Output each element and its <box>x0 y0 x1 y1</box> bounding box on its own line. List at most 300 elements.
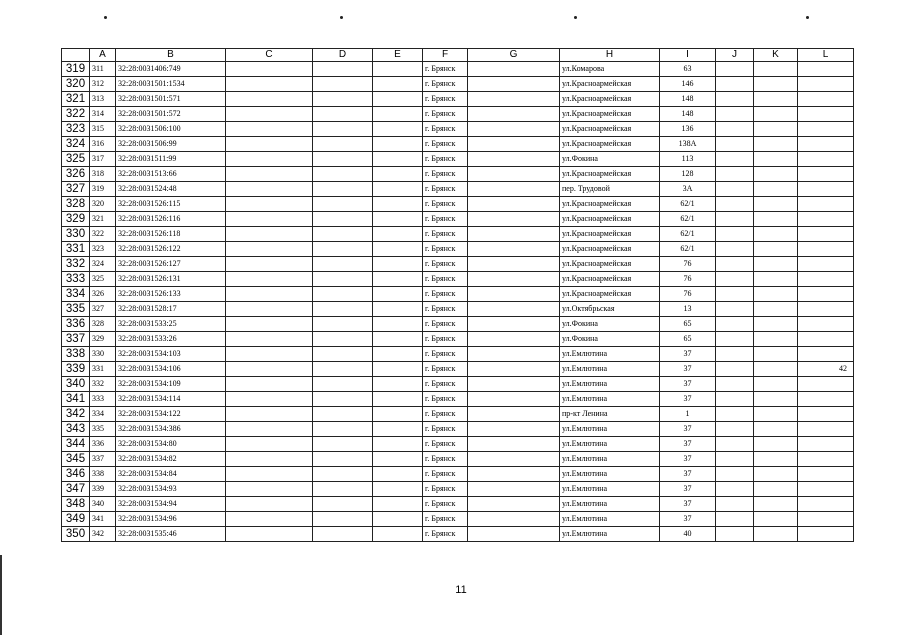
cell-b[interactable]: 32:28:0031534:94 <box>116 497 226 512</box>
cell-b[interactable]: 32:28:0031534:109 <box>116 377 226 392</box>
cell-f[interactable]: г. Брянск <box>423 437 468 452</box>
cell-h[interactable]: пр-кт Ленина <box>560 407 660 422</box>
cell-i[interactable]: 76 <box>660 287 716 302</box>
row-number[interactable]: 332 <box>62 257 90 272</box>
row-number[interactable]: 345 <box>62 452 90 467</box>
cell-h[interactable]: ул.Емлютина <box>560 512 660 527</box>
cell-i[interactable]: 148 <box>660 107 716 122</box>
cell-c[interactable] <box>226 92 313 107</box>
cell-b[interactable]: 32:28:0031526:115 <box>116 197 226 212</box>
cell-j[interactable] <box>716 227 754 242</box>
cell-f[interactable]: г. Брянск <box>423 257 468 272</box>
cell-j[interactable] <box>716 212 754 227</box>
cell-j[interactable] <box>716 512 754 527</box>
cell-e[interactable] <box>373 527 423 542</box>
cell-b[interactable]: 32:28:0031406:749 <box>116 62 226 77</box>
cell-a[interactable]: 339 <box>90 482 116 497</box>
cell-j[interactable] <box>716 437 754 452</box>
cell-j[interactable] <box>716 467 754 482</box>
row-number[interactable]: 337 <box>62 332 90 347</box>
cell-b[interactable]: 32:28:0031528:17 <box>116 302 226 317</box>
cell-b[interactable]: 32:28:0031526:133 <box>116 287 226 302</box>
cell-d[interactable] <box>313 212 373 227</box>
cell-g[interactable] <box>468 362 560 377</box>
cell-d[interactable] <box>313 437 373 452</box>
cell-f[interactable]: г. Брянск <box>423 512 468 527</box>
cell-a[interactable]: 330 <box>90 347 116 362</box>
cell-k[interactable] <box>754 482 798 497</box>
cell-b[interactable]: 32:28:0031526:131 <box>116 272 226 287</box>
cell-j[interactable] <box>716 287 754 302</box>
cell-h[interactable]: ул.Красноармейская <box>560 92 660 107</box>
cell-l[interactable] <box>798 527 854 542</box>
cell-a[interactable]: 323 <box>90 242 116 257</box>
cell-f[interactable]: г. Брянск <box>423 137 468 152</box>
cell-d[interactable] <box>313 332 373 347</box>
cell-b[interactable]: 32:28:0031524:48 <box>116 182 226 197</box>
cell-h[interactable]: ул.Октябрьская <box>560 302 660 317</box>
cell-i[interactable]: 13 <box>660 302 716 317</box>
cell-f[interactable]: г. Брянск <box>423 317 468 332</box>
cell-g[interactable] <box>468 107 560 122</box>
cell-a[interactable]: 331 <box>90 362 116 377</box>
cell-f[interactable]: г. Брянск <box>423 242 468 257</box>
cell-f[interactable]: г. Брянск <box>423 272 468 287</box>
cell-c[interactable] <box>226 407 313 422</box>
cell-l[interactable] <box>798 242 854 257</box>
cell-a[interactable]: 313 <box>90 92 116 107</box>
cell-i[interactable]: 37 <box>660 437 716 452</box>
cell-c[interactable] <box>226 527 313 542</box>
cell-i[interactable]: 37 <box>660 422 716 437</box>
cell-b[interactable]: 32:28:0031534:122 <box>116 407 226 422</box>
cell-c[interactable] <box>226 182 313 197</box>
cell-g[interactable] <box>468 77 560 92</box>
column-header-f[interactable]: F <box>423 49 468 62</box>
cell-k[interactable] <box>754 332 798 347</box>
cell-k[interactable] <box>754 197 798 212</box>
row-number[interactable]: 327 <box>62 182 90 197</box>
cell-f[interactable]: г. Брянск <box>423 347 468 362</box>
cell-i[interactable]: 146 <box>660 77 716 92</box>
cell-k[interactable] <box>754 287 798 302</box>
cell-h[interactable]: ул.Красноармейская <box>560 212 660 227</box>
cell-a[interactable]: 328 <box>90 317 116 332</box>
cell-b[interactable]: 32:28:0031534:93 <box>116 482 226 497</box>
column-header-d[interactable]: D <box>313 49 373 62</box>
cell-h[interactable]: ул.Красноармейская <box>560 257 660 272</box>
column-header-i[interactable]: I <box>660 49 716 62</box>
cell-a[interactable]: 317 <box>90 152 116 167</box>
cell-i[interactable]: 148 <box>660 92 716 107</box>
cell-g[interactable] <box>468 347 560 362</box>
cell-b[interactable]: 32:28:0031526:127 <box>116 257 226 272</box>
cell-l[interactable] <box>798 482 854 497</box>
cell-g[interactable] <box>468 527 560 542</box>
cell-e[interactable] <box>373 317 423 332</box>
cell-h[interactable]: ул.Емлютина <box>560 482 660 497</box>
cell-e[interactable] <box>373 77 423 92</box>
cell-f[interactable]: г. Брянск <box>423 527 468 542</box>
cell-l[interactable] <box>798 62 854 77</box>
cell-g[interactable] <box>468 512 560 527</box>
row-number[interactable]: 346 <box>62 467 90 482</box>
cell-g[interactable] <box>468 437 560 452</box>
cell-f[interactable]: г. Брянск <box>423 212 468 227</box>
cell-j[interactable] <box>716 272 754 287</box>
cell-f[interactable]: г. Брянск <box>423 377 468 392</box>
cell-c[interactable] <box>226 512 313 527</box>
cell-h[interactable]: ул.Красноармейская <box>560 197 660 212</box>
cell-f[interactable]: г. Брянск <box>423 167 468 182</box>
cell-g[interactable] <box>468 482 560 497</box>
cell-c[interactable] <box>226 212 313 227</box>
cell-j[interactable] <box>716 107 754 122</box>
cell-l[interactable] <box>798 152 854 167</box>
cell-h[interactable]: ул.Фокина <box>560 152 660 167</box>
cell-g[interactable] <box>468 227 560 242</box>
cell-k[interactable] <box>754 227 798 242</box>
cell-j[interactable] <box>716 62 754 77</box>
cell-f[interactable]: г. Брянск <box>423 302 468 317</box>
cell-j[interactable] <box>716 392 754 407</box>
cell-l[interactable] <box>798 392 854 407</box>
cell-b[interactable]: 32:28:0031526:118 <box>116 227 226 242</box>
cell-b[interactable]: 32:28:0031501:1534 <box>116 77 226 92</box>
cell-j[interactable] <box>716 332 754 347</box>
cell-e[interactable] <box>373 422 423 437</box>
cell-g[interactable] <box>468 302 560 317</box>
cell-f[interactable]: г. Брянск <box>423 467 468 482</box>
cell-e[interactable] <box>373 272 423 287</box>
cell-i[interactable]: 76 <box>660 257 716 272</box>
cell-i[interactable]: 40 <box>660 527 716 542</box>
cell-k[interactable] <box>754 497 798 512</box>
cell-a[interactable]: 327 <box>90 302 116 317</box>
cell-b[interactable]: 32:28:0031533:26 <box>116 332 226 347</box>
cell-g[interactable] <box>468 197 560 212</box>
cell-k[interactable] <box>754 92 798 107</box>
cell-l[interactable] <box>798 467 854 482</box>
cell-j[interactable] <box>716 122 754 137</box>
cell-j[interactable] <box>716 182 754 197</box>
cell-k[interactable] <box>754 272 798 287</box>
row-number[interactable]: 341 <box>62 392 90 407</box>
cell-c[interactable] <box>226 242 313 257</box>
cell-k[interactable] <box>754 317 798 332</box>
cell-d[interactable] <box>313 152 373 167</box>
row-number[interactable]: 340 <box>62 377 90 392</box>
cell-c[interactable] <box>226 167 313 182</box>
cell-a[interactable]: 329 <box>90 332 116 347</box>
cell-a[interactable]: 324 <box>90 257 116 272</box>
cell-k[interactable] <box>754 62 798 77</box>
column-header-b[interactable]: B <box>116 49 226 62</box>
cell-c[interactable] <box>226 107 313 122</box>
row-number[interactable]: 336 <box>62 317 90 332</box>
cell-d[interactable] <box>313 122 373 137</box>
cell-c[interactable] <box>226 497 313 512</box>
cell-i[interactable]: 136 <box>660 122 716 137</box>
cell-h[interactable]: ул.Красноармейская <box>560 287 660 302</box>
cell-e[interactable] <box>373 182 423 197</box>
cell-a[interactable]: 341 <box>90 512 116 527</box>
cell-e[interactable] <box>373 407 423 422</box>
cell-l[interactable] <box>798 107 854 122</box>
cell-j[interactable] <box>716 452 754 467</box>
cell-h[interactable]: ул.Красноармейская <box>560 77 660 92</box>
row-number[interactable]: 329 <box>62 212 90 227</box>
cell-f[interactable]: г. Брянск <box>423 197 468 212</box>
cell-g[interactable] <box>468 242 560 257</box>
cell-e[interactable] <box>373 107 423 122</box>
cell-g[interactable] <box>468 122 560 137</box>
cell-g[interactable] <box>468 182 560 197</box>
cell-j[interactable] <box>716 77 754 92</box>
cell-l[interactable] <box>798 212 854 227</box>
cell-e[interactable] <box>373 92 423 107</box>
cell-c[interactable] <box>226 302 313 317</box>
row-number[interactable]: 321 <box>62 92 90 107</box>
cell-l[interactable] <box>798 287 854 302</box>
cell-k[interactable] <box>754 422 798 437</box>
cell-i[interactable]: 37 <box>660 377 716 392</box>
cell-a[interactable]: 325 <box>90 272 116 287</box>
row-number[interactable]: 348 <box>62 497 90 512</box>
cell-a[interactable]: 336 <box>90 437 116 452</box>
row-number[interactable]: 320 <box>62 77 90 92</box>
cell-j[interactable] <box>716 497 754 512</box>
cell-i[interactable]: 37 <box>660 392 716 407</box>
cell-a[interactable]: 342 <box>90 527 116 542</box>
row-number[interactable]: 350 <box>62 527 90 542</box>
cell-i[interactable]: 37 <box>660 347 716 362</box>
cell-i[interactable]: 128 <box>660 167 716 182</box>
cell-d[interactable] <box>313 317 373 332</box>
cell-h[interactable]: ул.Емлютина <box>560 362 660 377</box>
cell-j[interactable] <box>716 242 754 257</box>
cell-d[interactable] <box>313 482 373 497</box>
cell-k[interactable] <box>754 167 798 182</box>
cell-b[interactable]: 32:28:0031534:114 <box>116 392 226 407</box>
cell-i[interactable]: 62/1 <box>660 212 716 227</box>
cell-d[interactable] <box>313 92 373 107</box>
cell-c[interactable] <box>226 422 313 437</box>
cell-f[interactable]: г. Брянск <box>423 92 468 107</box>
cell-i[interactable]: 113 <box>660 152 716 167</box>
row-number[interactable]: 342 <box>62 407 90 422</box>
row-number[interactable]: 333 <box>62 272 90 287</box>
cell-c[interactable] <box>226 467 313 482</box>
cell-d[interactable] <box>313 182 373 197</box>
row-number[interactable]: 323 <box>62 122 90 137</box>
cell-a[interactable]: 319 <box>90 182 116 197</box>
cell-i[interactable]: 37 <box>660 497 716 512</box>
cell-e[interactable] <box>373 347 423 362</box>
cell-b[interactable]: 32:28:0031526:116 <box>116 212 226 227</box>
cell-k[interactable] <box>754 437 798 452</box>
row-number[interactable]: 331 <box>62 242 90 257</box>
cell-l[interactable] <box>798 92 854 107</box>
column-header-j[interactable]: J <box>716 49 754 62</box>
cell-g[interactable] <box>468 467 560 482</box>
cell-i[interactable]: 37 <box>660 482 716 497</box>
cell-f[interactable]: г. Брянск <box>423 107 468 122</box>
cell-d[interactable] <box>313 227 373 242</box>
cell-d[interactable] <box>313 362 373 377</box>
cell-k[interactable] <box>754 392 798 407</box>
cell-e[interactable] <box>373 377 423 392</box>
cell-a[interactable]: 316 <box>90 137 116 152</box>
row-number[interactable]: 343 <box>62 422 90 437</box>
cell-h[interactable]: ул.Емлютина <box>560 422 660 437</box>
cell-h[interactable]: ул.Фокина <box>560 317 660 332</box>
cell-e[interactable] <box>373 287 423 302</box>
cell-c[interactable] <box>226 287 313 302</box>
cell-l[interactable] <box>798 332 854 347</box>
cell-f[interactable]: г. Брянск <box>423 77 468 92</box>
cell-i[interactable]: 37 <box>660 467 716 482</box>
cell-j[interactable] <box>716 347 754 362</box>
cell-i[interactable]: 37 <box>660 362 716 377</box>
cell-h[interactable]: ул.Красноармейская <box>560 167 660 182</box>
cell-j[interactable] <box>716 167 754 182</box>
cell-j[interactable] <box>716 197 754 212</box>
cell-g[interactable] <box>468 407 560 422</box>
cell-h[interactable]: ул.Емлютина <box>560 437 660 452</box>
cell-l[interactable] <box>798 137 854 152</box>
cell-j[interactable] <box>716 137 754 152</box>
cell-f[interactable]: г. Брянск <box>423 152 468 167</box>
cell-h[interactable]: ул.Красноармейская <box>560 107 660 122</box>
cell-e[interactable] <box>373 62 423 77</box>
cell-g[interactable] <box>468 317 560 332</box>
cell-e[interactable] <box>373 227 423 242</box>
cell-k[interactable] <box>754 77 798 92</box>
row-number[interactable]: 326 <box>62 167 90 182</box>
cell-i[interactable]: 65 <box>660 332 716 347</box>
cell-e[interactable] <box>373 257 423 272</box>
cell-a[interactable]: 340 <box>90 497 116 512</box>
cell-e[interactable] <box>373 122 423 137</box>
cell-b[interactable]: 32:28:0031534:106 <box>116 362 226 377</box>
cell-k[interactable] <box>754 137 798 152</box>
cell-j[interactable] <box>716 257 754 272</box>
cell-g[interactable] <box>468 137 560 152</box>
cell-l[interactable] <box>798 272 854 287</box>
column-header-e[interactable]: E <box>373 49 423 62</box>
cell-k[interactable] <box>754 242 798 257</box>
cell-b[interactable]: 32:28:0031501:572 <box>116 107 226 122</box>
cell-i[interactable]: 62/1 <box>660 242 716 257</box>
cell-h[interactable]: ул.Емлютина <box>560 452 660 467</box>
cell-d[interactable] <box>313 272 373 287</box>
cell-a[interactable]: 333 <box>90 392 116 407</box>
cell-b[interactable]: 32:28:0031511:99 <box>116 152 226 167</box>
cell-l[interactable] <box>798 317 854 332</box>
cell-j[interactable] <box>716 362 754 377</box>
row-number[interactable]: 322 <box>62 107 90 122</box>
row-number[interactable]: 330 <box>62 227 90 242</box>
row-number[interactable]: 349 <box>62 512 90 527</box>
column-header-g[interactable]: G <box>468 49 560 62</box>
cell-e[interactable] <box>373 167 423 182</box>
cell-j[interactable] <box>716 527 754 542</box>
cell-h[interactable]: ул.Емлютина <box>560 377 660 392</box>
cell-l[interactable] <box>798 257 854 272</box>
cell-l[interactable] <box>798 302 854 317</box>
cell-f[interactable]: г. Брянск <box>423 227 468 242</box>
cell-l[interactable] <box>798 347 854 362</box>
cell-c[interactable] <box>226 77 313 92</box>
cell-b[interactable]: 32:28:0031533:25 <box>116 317 226 332</box>
cell-d[interactable] <box>313 392 373 407</box>
cell-l[interactable]: 42 <box>798 362 854 377</box>
cell-a[interactable]: 321 <box>90 212 116 227</box>
cell-e[interactable] <box>373 437 423 452</box>
cell-d[interactable] <box>313 377 373 392</box>
cell-c[interactable] <box>226 122 313 137</box>
column-header-h[interactable]: H <box>560 49 660 62</box>
cell-d[interactable] <box>313 422 373 437</box>
cell-d[interactable] <box>313 167 373 182</box>
cell-d[interactable] <box>313 452 373 467</box>
cell-e[interactable] <box>373 497 423 512</box>
cell-g[interactable] <box>468 92 560 107</box>
cell-e[interactable] <box>373 212 423 227</box>
cell-k[interactable] <box>754 257 798 272</box>
cell-k[interactable] <box>754 122 798 137</box>
cell-f[interactable]: г. Брянск <box>423 362 468 377</box>
row-number[interactable]: 328 <box>62 197 90 212</box>
cell-h[interactable]: ул.Красноармейская <box>560 137 660 152</box>
cell-h[interactable]: ул.Комарова <box>560 62 660 77</box>
cell-e[interactable] <box>373 512 423 527</box>
cell-b[interactable]: 32:28:0031534:96 <box>116 512 226 527</box>
cell-a[interactable]: 322 <box>90 227 116 242</box>
cell-e[interactable] <box>373 332 423 347</box>
cell-c[interactable] <box>226 152 313 167</box>
cell-d[interactable] <box>313 287 373 302</box>
cell-b[interactable]: 32:28:0031506:100 <box>116 122 226 137</box>
cell-k[interactable] <box>754 182 798 197</box>
cell-j[interactable] <box>716 92 754 107</box>
cell-c[interactable] <box>226 137 313 152</box>
cell-j[interactable] <box>716 407 754 422</box>
cell-l[interactable] <box>798 497 854 512</box>
cell-c[interactable] <box>226 377 313 392</box>
cell-i[interactable]: 3А <box>660 182 716 197</box>
cell-l[interactable] <box>798 422 854 437</box>
cell-k[interactable] <box>754 362 798 377</box>
cell-c[interactable] <box>226 437 313 452</box>
cell-d[interactable] <box>313 242 373 257</box>
cell-l[interactable] <box>798 167 854 182</box>
cell-d[interactable] <box>313 62 373 77</box>
cell-k[interactable] <box>754 377 798 392</box>
cell-f[interactable]: г. Брянск <box>423 287 468 302</box>
cell-b[interactable]: 32:28:0031534:84 <box>116 467 226 482</box>
cell-g[interactable] <box>468 497 560 512</box>
cell-c[interactable] <box>226 347 313 362</box>
cell-e[interactable] <box>373 362 423 377</box>
cell-l[interactable] <box>798 227 854 242</box>
cell-e[interactable] <box>373 242 423 257</box>
cell-b[interactable]: 32:28:0031534:386 <box>116 422 226 437</box>
cell-k[interactable] <box>754 107 798 122</box>
cell-f[interactable]: г. Брянск <box>423 452 468 467</box>
cell-j[interactable] <box>716 482 754 497</box>
